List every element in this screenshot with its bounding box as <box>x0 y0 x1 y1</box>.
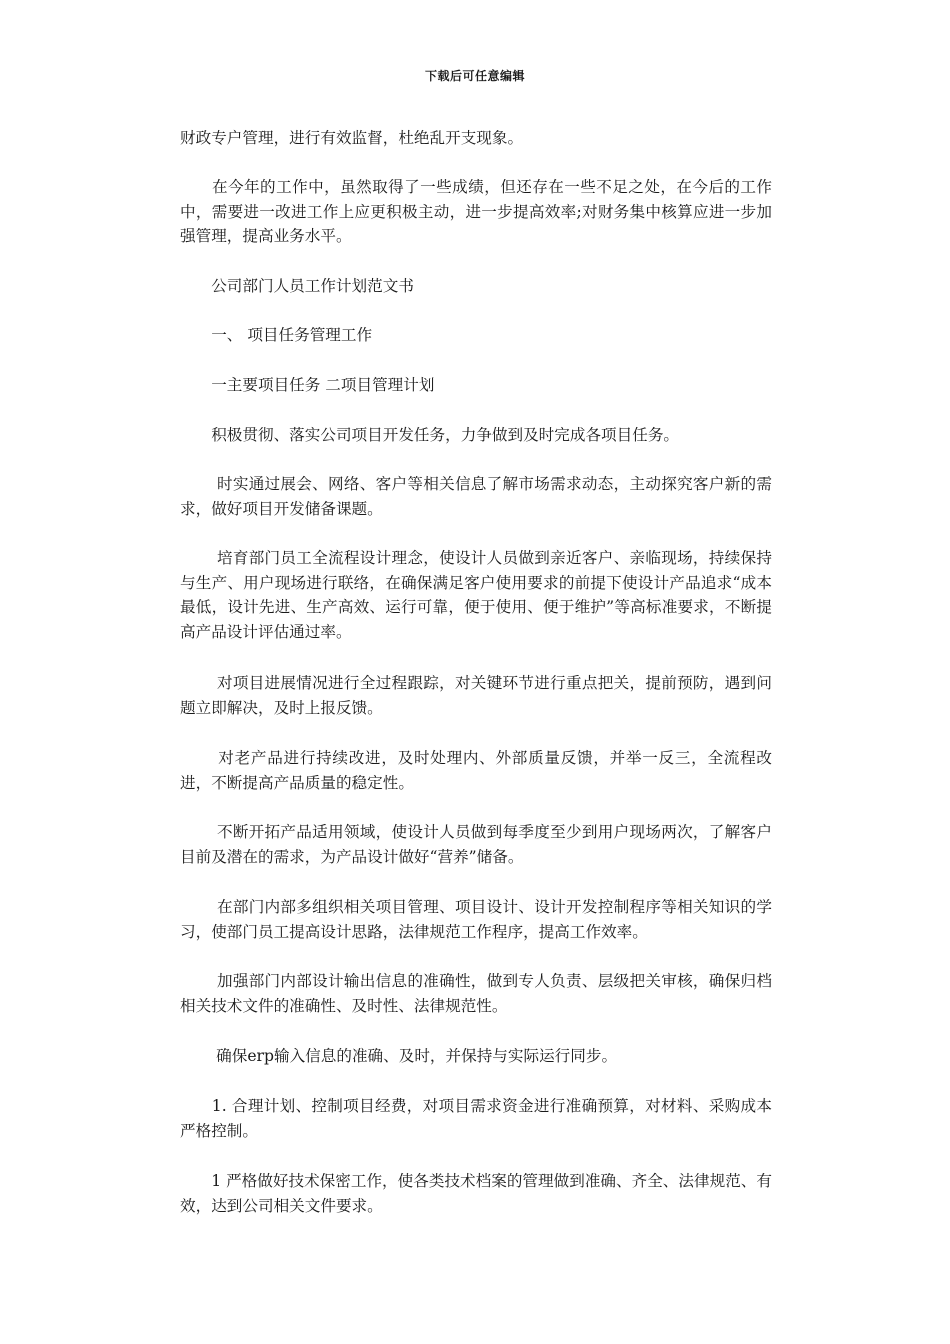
paragraph: 对项目进展情况进行全过程跟踪，对关键环节进行重点把关，提前预防，遇到问题立即解决，及时上报反馈。 <box>180 674 772 717</box>
paragraph: 在部门内部多组织相关项目管理、项目设计、设计开发控制程序等相关知识的学习，使部门员工提高设计思路，法律规范工作程序，提高工作效率。 <box>180 898 772 941</box>
paragraph: 积极贯彻、落实公司项目开发任务，力争做到及时完成各项目任务。 <box>180 426 680 444</box>
paragraph: 财政专户管理，进行有效监督，杜绝乱开支现象。 <box>180 129 524 147</box>
paragraph: 不断开拓产品适用领域，使设计人员做到每季度至少到用户现场两次，了解客户目前及潜在的需求，为产品设计做好“营养”储备。 <box>180 823 772 866</box>
paragraph: 一、 项目任务管理工作 <box>180 326 373 344</box>
download-note-header: 下载后可任意编辑 <box>424 69 525 83</box>
paragraph: 培育部门员工全流程设计理念，使设计人员做到亲近客户、亲临现场，持续保持与生产、用户现场进行联络，在确保满足客户使用要求的前提下使设计产品追求“成本最低，设计先进、生产高效、运行可靠，便于使用、便于维护”等高标准要求，不断提高产品设计评估通过率。 <box>180 549 772 641</box>
paragraph: 确保erp输入信息的准确、及时，并保持与实际运行同步。 <box>180 1047 618 1065</box>
paragraph: 公司部门人员工作计划范文书 <box>180 277 414 295</box>
paragraph: 一主要项目任务 二项目管理计划 <box>180 376 435 394</box>
paragraph: 1. 合理计划、控制项目经费，对项目需求资金进行准确预算，对材料、采购成本严格控制。 <box>180 1097 772 1140</box>
paragraph: 1 严格做好技术保密工作，使各类技术档案的管理做到准确、齐全、法律规范、有效，达到公司相关文件要求。 <box>180 1172 772 1215</box>
paragraph: 时实通过展会、网络、客户等相关信息了解市场需求动态，主动探究客户新的需求，做好项目开发储备课题。 <box>180 475 772 518</box>
paragraph: 对老产品进行持续改进，及时处理内、外部质量反馈，并举一反三，全流程改进，不断提高产品质量的稳定性。 <box>180 749 772 792</box>
paragraph: 加强部门内部设计输出信息的准确性，做到专人负责、层级把关审核，确保归档相关技术文件的准确性、及时性、法律规范性。 <box>180 972 772 1015</box>
paragraph: 在今年的工作中，虽然取得了一些成绩，但还存在一些不足之处，在今后的工作中，需要进一改进工作上应更积极主动，进一步提高效率;对财务集中核算应进一步加强管理，提高业务水平。 <box>180 178 772 245</box>
